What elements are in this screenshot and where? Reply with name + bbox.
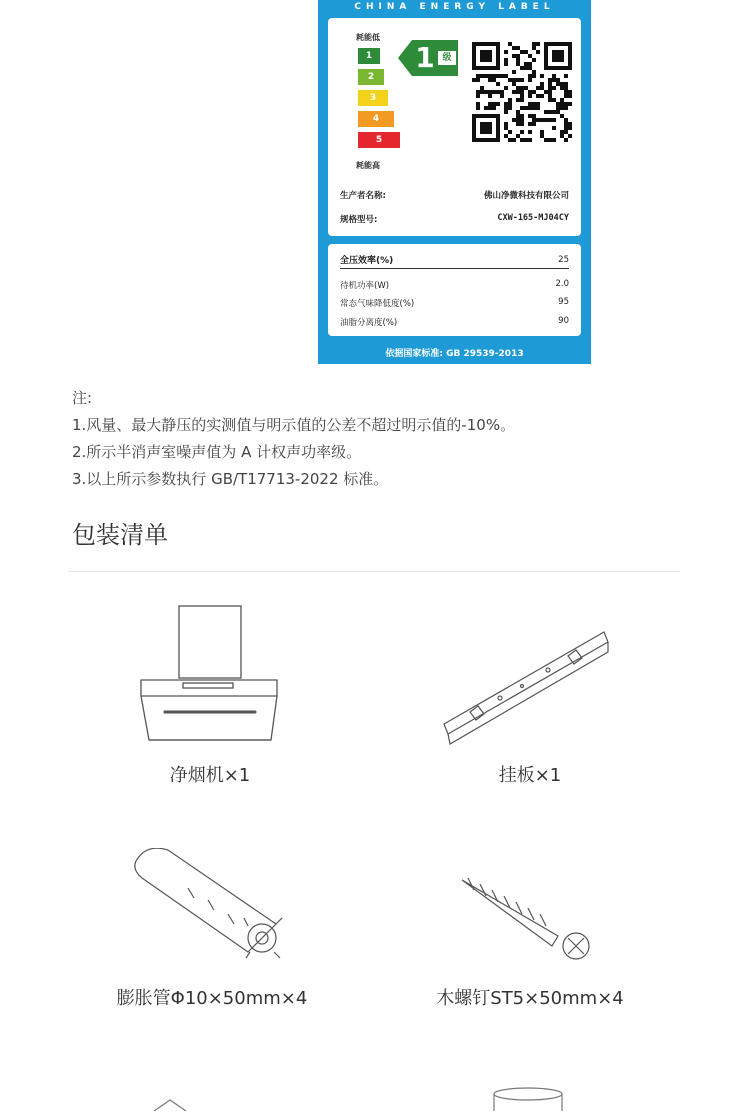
divider-line <box>340 268 569 269</box>
packing-item-mounting-plate: 挂板×1 <box>498 765 562 786</box>
grade-badge <box>398 40 458 76</box>
expansion-tube-icon <box>128 848 288 963</box>
standby-value: 2.0 <box>555 279 569 289</box>
grade-bar-1: 1 <box>358 48 380 64</box>
efficiency-label: 全压效率(%) <box>340 256 394 266</box>
high-consumption-text: 耗能高 <box>356 161 380 170</box>
manufacturer-value: 佛山净微科技有限公司 <box>483 191 569 201</box>
grade-badge-number: 1 <box>415 41 435 74</box>
packing-item-expansion-tube: 膨胀管Φ10×50mm×4 <box>116 988 308 1009</box>
label-header: CHINA ENERGY LABEL <box>354 2 555 12</box>
partial-item-icon <box>150 1096 190 1111</box>
manufacturer-label: 生产者名称: <box>340 191 386 201</box>
notes-title: 注: <box>72 389 93 407</box>
low-consumption-text: 耗能低 <box>356 33 380 42</box>
oil-value: 90 <box>558 316 569 326</box>
duct-ring-icon <box>492 1086 564 1111</box>
grade-bars <box>358 48 400 148</box>
grade-bar-4: 4 <box>358 111 394 127</box>
label-top-panel <box>328 18 581 236</box>
note-line-2: 2.所示半消声室噪声值为 A 计权声功率级。 <box>72 443 362 461</box>
range-hood-icon <box>135 604 285 746</box>
efficiency-value: 25 <box>558 255 569 265</box>
section-divider <box>68 571 680 572</box>
model-label: 规格型号: <box>340 215 378 225</box>
grade-badge-suffix: 级 <box>438 51 456 65</box>
odor-value: 95 <box>558 297 569 307</box>
packing-item-wood-screw: 木螺钉ST5×50mm×4 <box>436 988 624 1009</box>
model-value: CXW-165-MJ04CY <box>497 213 569 223</box>
grade-bar-3: 3 <box>358 90 388 106</box>
label-bottom-panel <box>328 244 581 336</box>
odor-label: 常态气味降低度(%) <box>340 299 415 309</box>
wood-screw-icon <box>458 874 598 970</box>
grade-bar-2: 2 <box>358 69 384 85</box>
note-line-1: 1.风量、最大静压的实测值与明示值的公差不超过明示值的-10%。 <box>72 416 516 434</box>
note-line-3: 3.以上所示参数执行 GB/T17713-2022 标准。 <box>72 470 389 488</box>
packing-list-title: 包装清单 <box>72 521 168 549</box>
mounting-plate-icon <box>440 620 610 750</box>
energy-label <box>318 0 591 364</box>
oil-label: 油脂分离度(%) <box>340 318 398 328</box>
standby-label: 待机功率(W) <box>340 281 390 291</box>
label-standard: 依据国家标准: GB 29539-2013 <box>385 349 524 359</box>
packing-item-range-hood: 净烟机×1 <box>169 765 251 786</box>
grade-bar-5: 5 <box>358 132 400 148</box>
qr-code-icon <box>472 42 572 142</box>
